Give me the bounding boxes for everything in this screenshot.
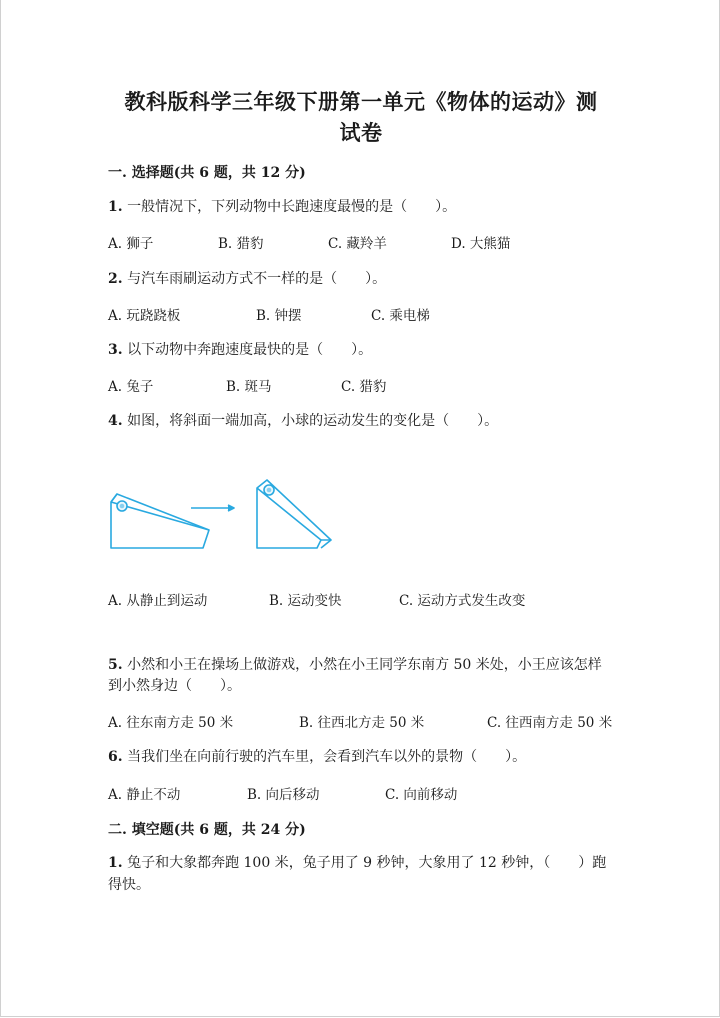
- q3-option-a: A. 兔子: [108, 379, 154, 395]
- question-6: [108, 746, 526, 768]
- q2-option-a: A. 玩跷跷板: [108, 308, 181, 324]
- question-text: 一般情况下，下列动物中长跑速度最慢的是（ ）。: [122, 199, 457, 215]
- question-3: [108, 339, 372, 361]
- question-5-continued: 到小然身边（ ）。: [108, 678, 241, 694]
- q3-option-b: B. 斑马: [226, 379, 272, 395]
- exam-title: 教科版科学三年级下册第一单元《物体的运动》测: [124, 89, 598, 114]
- q5-option-c: C. 往西南方走 50 米: [487, 715, 613, 731]
- question-number: 2.: [108, 271, 123, 287]
- fill-question-1: [108, 852, 606, 874]
- exam-title-continued: 试卷: [339, 120, 383, 145]
- q2-option-b: B. 钟摆: [256, 308, 302, 324]
- q5-option-b: B. 往西北方走 50 米: [299, 715, 425, 731]
- q1-option-d: D. 大熊猫: [451, 236, 511, 252]
- question-4: [108, 410, 498, 432]
- question-number: 1.: [108, 199, 123, 215]
- question-5: [108, 654, 602, 676]
- q1-option-b: B. 猎豹: [218, 236, 264, 252]
- arrow-icon: [191, 505, 234, 511]
- q4-option-c: C. 运动方式发生改变: [399, 593, 526, 609]
- section-heading-fill: 二. 填空题(共 6 题，共 24 分): [108, 822, 306, 838]
- q2-option-c: C. 乘电梯: [371, 308, 430, 324]
- q6-option-b: B. 向后移动: [247, 787, 320, 803]
- fill-question-1-continued: 得快。: [108, 877, 150, 893]
- question-1: [108, 196, 456, 218]
- question-text: 当我们坐在向前行驶的汽车里，会看到汽车以外的景物（ ）。: [122, 749, 527, 765]
- question-2: [108, 268, 386, 290]
- q6-option-c: C. 向前移动: [385, 787, 458, 803]
- q1-option-a: A. 狮子: [108, 236, 154, 252]
- q1-option-c: C. 藏羚羊: [328, 236, 387, 252]
- question-number: 3.: [108, 342, 123, 358]
- question-text: 以下动物中奔跑速度最快的是（ ）。: [122, 342, 373, 358]
- q4-option-a: A. 从静止到运动: [108, 593, 208, 609]
- incline-diagram: [107, 478, 339, 554]
- q5-option-a: A. 往东南方走 50 米: [108, 715, 234, 731]
- q4-option-b: B. 运动变快: [269, 593, 342, 609]
- question-text: 与汽车雨刷运动方式不一样的是（ ）。: [122, 271, 387, 287]
- question-number: 4.: [108, 413, 123, 429]
- question-number: 1.: [108, 855, 123, 871]
- question-number: 5.: [108, 657, 123, 673]
- question-text: 小然和小王在操场上做游戏，小然在小王同学东南方 50 米处，小王应该怎样: [122, 657, 602, 673]
- incline-figure: [107, 478, 339, 558]
- section-heading-choice: 一. 选择题(共 6 题，共 12 分): [108, 165, 306, 181]
- q3-option-c: C. 猎豹: [341, 379, 387, 395]
- question-text: 兔子和大象都奔跑 100 米，兔子用了 9 秒钟，大象用了 12 秒钟，（ ）跑: [122, 855, 607, 871]
- q6-option-a: A. 静止不动: [108, 787, 181, 803]
- question-number: 6.: [108, 749, 123, 765]
- question-text: 如图，将斜面一端加高，小球的运动发生的变化是（ ）。: [122, 413, 499, 429]
